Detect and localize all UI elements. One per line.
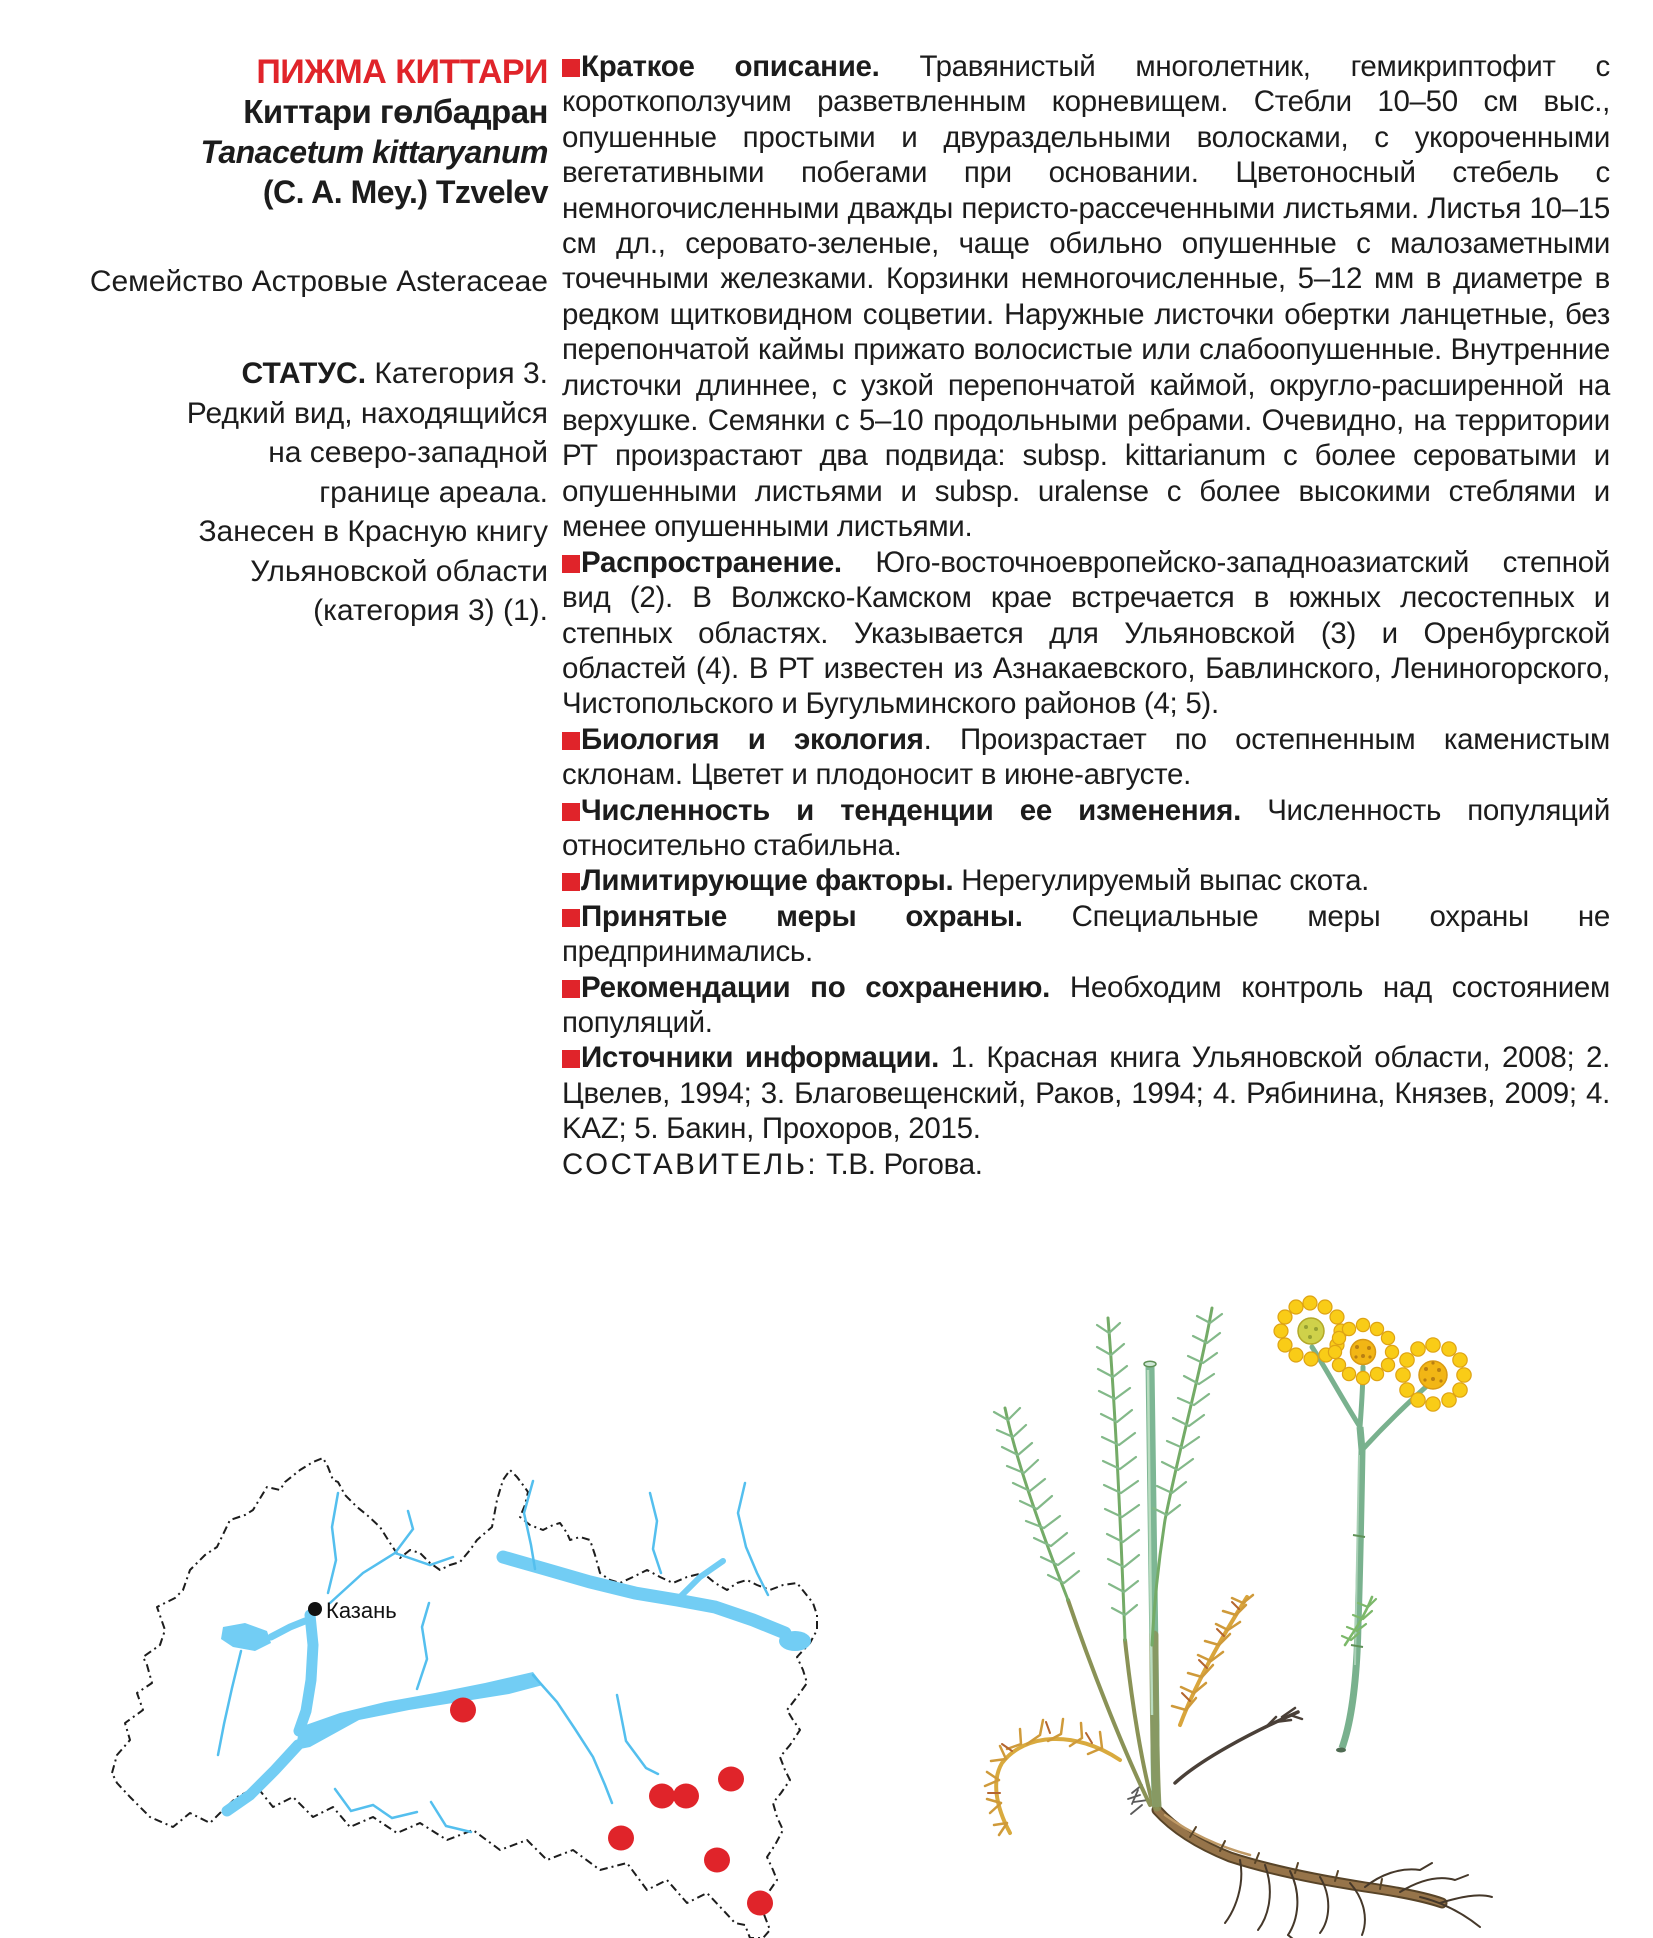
- section-protection-measures: Принятые меры охраны. Специальные меры охраны не предпринимались.: [562, 899, 1610, 969]
- tatarstan-map-svg: [105, 1455, 835, 1938]
- red-square-bullet-icon: [562, 980, 580, 998]
- status-line: (категория 3) (1).: [313, 594, 548, 627]
- description-column: [562, 49, 1610, 1182]
- flower-head: [1396, 1338, 1471, 1411]
- status-block: [70, 354, 548, 631]
- occurrence-dot: [450, 1698, 476, 1723]
- status-line: Ульяновской области: [250, 554, 548, 588]
- section-distribution: Распространение. Юго-восточноевропейско-западноазиатский степной вид (2). В Волжско-Камском крае встречается в южных лесостепных и степных областях. Указывается для Ульяновской (3) и Оренбургской областей (4). В РТ известен из Азнакаевского, Бавлинского, Лениногорского, Чистопольского и Бугульминского районов (4; 5).: [562, 545, 1610, 721]
- distribution-map: [105, 1455, 835, 1938]
- status-line: Редкий вид, находящийся: [186, 396, 548, 430]
- flowering-stem: [1312, 1347, 1428, 1753]
- flower-heads: [1274, 1296, 1471, 1411]
- section-population: Численность и тенденции ее изменения. Численность популяций относительно стабильна.: [562, 793, 1611, 862]
- status-label: СТАТУС.: [241, 357, 367, 390]
- status-line: границе ареала.: [319, 475, 548, 509]
- species-title-latin: Tanacetum kittaryanum: [200, 134, 548, 170]
- red-square-bullet-icon: [562, 803, 580, 821]
- rhizome-and-roots: [1128, 1785, 1492, 1938]
- feathery-leaf: [994, 1408, 1079, 1583]
- kazan-label: Казань: [326, 1598, 397, 1623]
- red-square-bullet-icon: [562, 873, 580, 891]
- family-line: Семейство Астровые Asteraceae: [89, 265, 548, 298]
- status-line: на северо-западной: [268, 436, 548, 469]
- vegetative-shoot: [994, 1308, 1222, 1807]
- occurrence-dot: [649, 1784, 675, 1809]
- kazan-dot: [308, 1602, 322, 1616]
- reservoir-kama: [503, 1557, 811, 1651]
- section-recommendations: Рекомендации по сохранению. Необходим контроль над состоянием популяций.: [562, 970, 1610, 1039]
- species-header-column: [70, 52, 548, 631]
- occurrence-dot: [608, 1826, 634, 1851]
- species-title-ru: ПИЖМА КИТТАРИ: [256, 53, 548, 91]
- red-square-bullet-icon: [562, 732, 580, 750]
- compiler-line: СОСТАВИТЕЛЬ: Т.В. Рогова.: [562, 1147, 983, 1181]
- dry-twig: [1175, 1708, 1302, 1783]
- section-biology-ecology: Биология и экология. Произрастает по остепненным каменистым склонам. Цветет и плодоносит в июне-августе.: [562, 722, 1610, 792]
- section-short-description: Краткое описание. Травянистый многолетник, гемикриптофит с короткоползучим разветвленным корневищем. Стебли 10–50 см выс., опушенные простыми и двураздельными волосками, с укороченными вегетативными побегами при основании. Цветоносный стебель с немногочисленными дважды перисто-рассеченными листьями. Листья 10–15 см дл., серовато-зеленые, чаще обильно опушенные с малозаметными точечными железками. Корзинки немногочисленные, 5–12 мм в диаметре в редком щитковидном соцветии. Наружные листочки обертки ланцетные, без перепончатой каймы прижато волосистые или слабоопушенные. Внутренние листочки длиннее, с узкой перепончатой каймой, округло-расширенной на верхушке. Семянки с 5–10 продольными ребрами. Очевидно, на территории РТ произрастают два подвида: subsp. kittarianum с более сероватыми и опушенными листьями и subsp. uralense с более высокими стеблями и менее опушенными листьями.: [562, 50, 1610, 544]
- red-square-bullet-icon: [562, 555, 580, 573]
- dried-leaf-upright: [1172, 1595, 1253, 1725]
- status-line: СТАТУС. Категория 3.: [241, 357, 548, 390]
- occurrence-dot: [718, 1767, 744, 1792]
- red-square-bullet-icon: [562, 1050, 580, 1068]
- red-square-bullet-icon: [562, 59, 580, 77]
- red-square-bullet-icon: [562, 909, 580, 927]
- rivers: [218, 1481, 768, 1832]
- section-sources: Источники информации. 1. Красная книга Ульяновской области, 2008; 2. Цвелев, 1994; 3. Благовещенский, Раков, 1994; 4. Рябинина, Князев, 2009; 4. KAZ; 5. Бакин, Прохоров, 2015.: [562, 1041, 1610, 1146]
- plant-svg: [820, 1285, 1520, 1938]
- section-limiting-factors: Лимитирующие факторы. Нерегулируемый выпас скота.: [562, 863, 1610, 898]
- plant-illustration: [820, 1285, 1520, 1938]
- species-title-tatar: Киттари гөлбадран: [243, 93, 548, 130]
- dried-leaf-drooping: [985, 1719, 1120, 1835]
- feathery-leaf: [1097, 1323, 1139, 1615]
- occurrence-dots: [450, 1698, 773, 1916]
- status-line: Занесен в Красную книгу: [198, 515, 548, 548]
- occurrence-dot: [704, 1848, 730, 1873]
- occurrence-dot: [747, 1891, 773, 1916]
- species-author: (C. A. Mey.) Tzvelev: [262, 174, 548, 210]
- reservoir-volga: [221, 1615, 543, 1811]
- occurrence-dot: [673, 1784, 699, 1809]
